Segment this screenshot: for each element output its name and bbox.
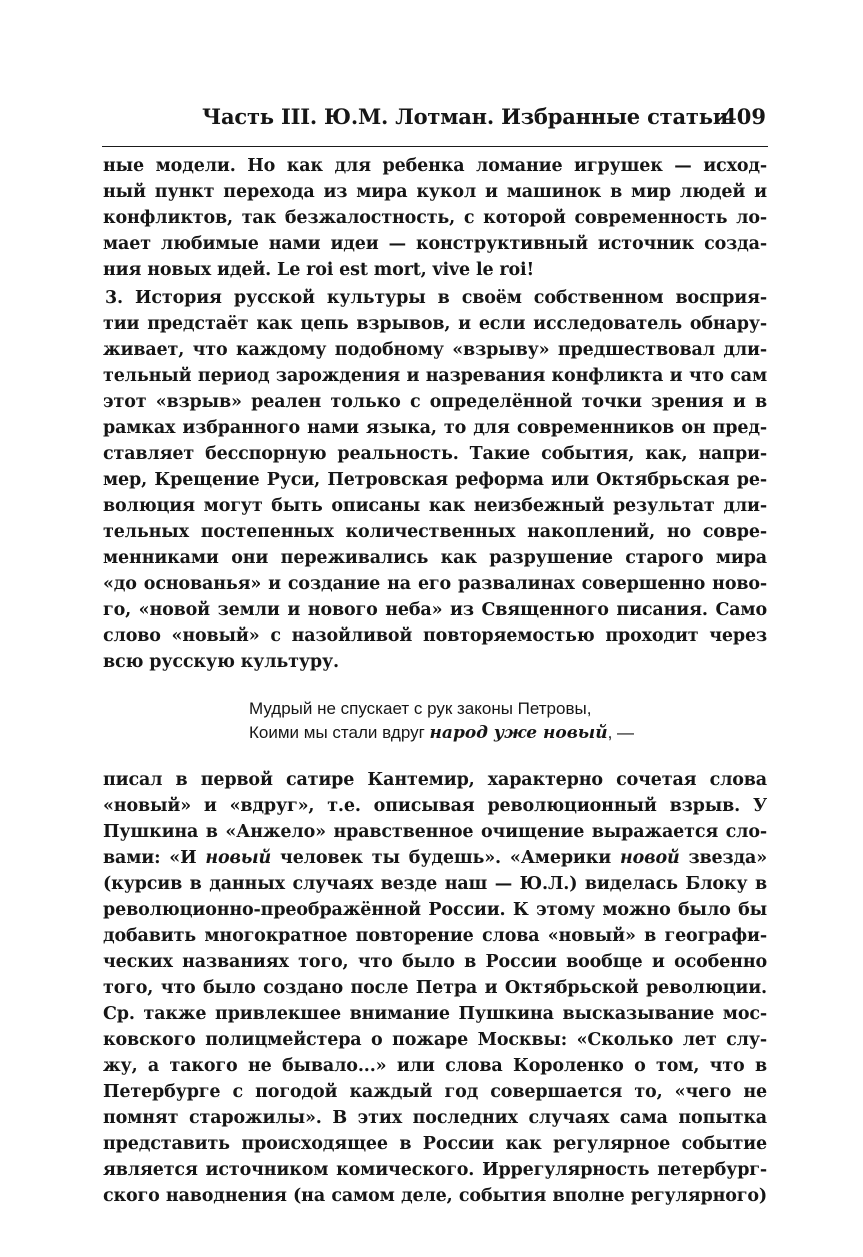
- text-line: Пушкина в «Анжело» нравственное очищение выражается сло-: [103, 822, 767, 842]
- text-line: Ср. также привлекшее внимание Пушкина высказывание мос-: [103, 1004, 767, 1024]
- text-line: живает, что каждому подобному «взрыву» предшествовал дли-: [103, 340, 767, 360]
- text-line: 3. История русской культуры в своём собственном восприя-: [105, 288, 767, 308]
- text-line: этот «взрыв» реален только с определённой точки зрения и в: [103, 392, 767, 412]
- verse-text: , —: [607, 723, 635, 742]
- text-line: тии предстаёт как цепь взрывов, и если исследователь обнару-: [103, 314, 767, 334]
- text-line: всю русскую культуру.: [103, 652, 339, 672]
- text-line: помнят старожилы». В этих последних случаях сама попытка: [103, 1108, 767, 1128]
- text-line: жу, а такого не бывало...» или слова Короленко о том, что в: [103, 1056, 767, 1076]
- page-number: 409: [722, 104, 766, 129]
- text-line: ные модели. Но как для ребенка ломание игрушек — исход-: [103, 156, 767, 176]
- text-run: человек ты будешь». «Америки: [271, 848, 620, 868]
- text-line: Петербурге с погодой каждый год совершается то, «чего не: [103, 1082, 767, 1102]
- text-line: (курсив в данных случаях везде наш — Ю.Л.) виделась Блоку в: [103, 874, 767, 894]
- text-line: является источником комического. Иррегулярность петербург-: [103, 1160, 767, 1180]
- text-line: мает любимые нами идеи — конструктивный источник созда-: [103, 234, 767, 254]
- text-line: [103, 845, 767, 871]
- text-line: мер, Крещение Руси, Петровская реформа или Октябрьская ре-: [103, 470, 767, 490]
- text-line: конфликтов, так безжалостность, с которой современность ло-: [103, 208, 767, 228]
- text-line: менниками они переживались как разрушение старого мира: [103, 548, 767, 568]
- verse-text: Коими мы стали вдруг: [249, 723, 430, 742]
- text-line: добавить многократное повторение слова «новый» в географи-: [103, 926, 767, 946]
- paragraph-1: [103, 153, 767, 283]
- header-rule: [102, 146, 768, 147]
- header-title: Часть III. Ю.М. Лотман. Избранные статьи: [202, 104, 729, 129]
- italic-run: новый: [205, 848, 272, 868]
- text-line: «новый» и «вдруг», т.е. описывая революционный взрыв. У: [103, 796, 767, 816]
- paragraph-2: [103, 285, 767, 675]
- text-line: представить происходящее в России как регулярное событие: [103, 1134, 767, 1154]
- text-line: «до основанья» и создание на его развалинах совершенно ново-: [103, 574, 767, 594]
- text-line: ковского полицмейстера о пожаре Москвы: «Сколько лет слу-: [103, 1030, 767, 1050]
- text-line: тельных постепенных количественных накоплений, но совре-: [103, 522, 767, 542]
- text-line: рамках избранного нами языка, то для современников он пред-: [103, 418, 767, 438]
- text-line: ческих названиях того, что было в России вообще и особенно: [103, 952, 767, 972]
- text-line: ный пункт перехода из мира кукол и машинок в мир людей и: [103, 182, 767, 202]
- text-line: ставляет бесспорную реальность. Такие события, как, напри-: [103, 444, 767, 464]
- italic-run: новой: [619, 848, 680, 868]
- verse-emphasis: народ уже новый: [429, 723, 608, 743]
- text-line: того, что было создано после Петра и Октябрьской революции.: [103, 978, 767, 998]
- running-header: [102, 104, 768, 138]
- verse-quote: [249, 697, 767, 745]
- text-line: писал в первой сатире Кантемир, характерно сочетая слова: [103, 770, 767, 790]
- text-line: го, «новой земли и нового неба» из Священного писания. Само: [103, 600, 767, 620]
- text-line: ского наводнения (на самом деле, события вполне регулярного): [103, 1186, 767, 1206]
- text-run: вами: «И: [103, 848, 206, 868]
- text-line: ния новых идей. Le roi est mort, vive le roi!: [103, 260, 535, 280]
- text-line: волюция могут быть описаны как неизбежный результат дли-: [103, 496, 767, 516]
- verse-line: [249, 721, 767, 745]
- verse-line: Мудрый не спускает с рук законы Петровы,: [249, 699, 592, 718]
- text-run: звезда»: [679, 848, 767, 868]
- text-line: слово «новый» с назойливой повторяемостью проходит через: [103, 626, 767, 646]
- text-line: тельный период зарождения и назревания конфликта и что сам: [103, 366, 767, 386]
- paragraph-3: [103, 767, 767, 1209]
- text-line: революционно-преображённой России. К этому можно было бы: [103, 900, 767, 920]
- page-body: [103, 153, 767, 1209]
- spacer: [103, 745, 767, 767]
- spacer: [103, 675, 767, 697]
